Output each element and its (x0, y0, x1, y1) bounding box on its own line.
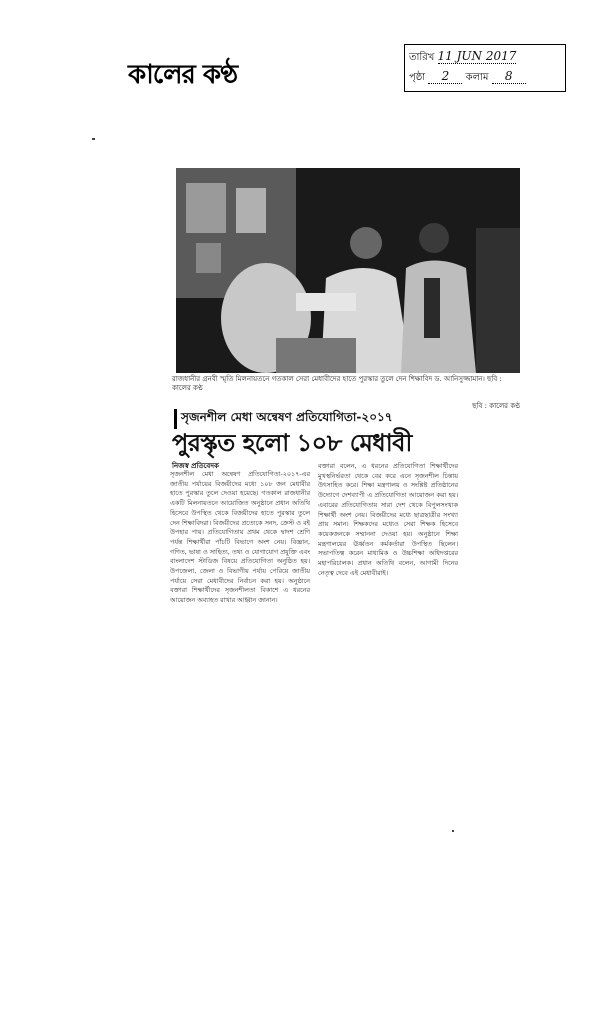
article-column-1 (170, 470, 310, 710)
scan-speck (92, 138, 95, 140)
stamp-page-value: 2 (428, 69, 462, 84)
newspaper-masthead: কালের কণ্ঠ (128, 60, 238, 90)
stamp-column-label: কলাম (465, 72, 489, 83)
news-clipping (150, 160, 520, 720)
stamp-date-value: 11 JUN 2017 (437, 49, 517, 63)
news-photo-illustration (176, 168, 520, 373)
article-column-2-text: বক্তারা বলেন, এ ধরনের প্রতিযোগিতা শিক্ষার্থীদের মুখস্থনির্ভরতা থেকে বের করে এনে সৃজনশীল চিন্তায় উৎসাহিত করে। শিক্ষা মন্ত্রণালয় ও সংশ্লিষ্ট প্রতিষ্ঠানের উদ্যোগে দেশব্যাপী এ প্রতিযোগিতা আয়োজন করা হয়। এবারের প্রতিযোগিতায় সারা দেশ থেকে বিপুলসংখ্যক শিক্ষার্থী অংশ নেয়। বিজয়ীদের মধ্যে ছাত্রছাত্রীর সংখ্যা প্রায় সমান। শিক্ষকদের মধ্যেও সেরা শিক্ষক হিসেবে কয়েকজনকে সম্মাননা দেওয়া হয়। অনুষ্ঠানে শিক্ষা মন্ত্রণালয়ের ঊর্ধ্বতন কর্মকর্তারা উপস্থিত ছিলেন। সভাপতিত্ব করেন মাধ্যমিক ও উচ্চশিক্ষা অধিদপ্তরের মহাপরিচালক। প্রধান অতিথি বলেন, আগামী দিনের নেতৃত্ব দেবে এই মেধাবীরাই। (318, 462, 458, 577)
article-byline: নিজস্ব প্রতিবেদক (172, 462, 219, 470)
photo-caption: রাজধানীর গ্রনবী স্মৃতি মিলনায়তনে গতকাল সেরা মেধাবীদের হাতে পুরস্কার তুলে দেন শিক্ষাবিদ ড. আনিসুজ্জামান। ছবি : কালের কণ্ঠ (172, 375, 502, 392)
news-photo (176, 168, 520, 373)
photo-credit: ছবি : কালের কণ্ঠ (472, 402, 520, 410)
stamp-date-row (409, 49, 561, 65)
stamp-column-value: 8 (492, 69, 526, 84)
article-column-1-text: সৃজনশীল মেধা অন্বেষণ প্রতিযোগিতা-২০১৭-এর জাতীয় পর্যায়ের বিজয়ীদের মধ্যে ১০৮ জন মেধাবীর হাতে পুরস্কার তুলে দেওয়া হয়েছে। গতকাল রাজধানীর একটি মিলনায়তনে আয়োজিত অনুষ্ঠানে প্রধান অতিথি হিসেবে উপস্থিত থেকে বিজয়ীদের হাতে পুরস্কার তুলে দেন শিক্ষাবিদরা। বিজয়ীদের প্রত্যেকে সনদ, ক্রেস্ট ও বই উপহার পায়। প্রতিযোগিতায় প্রথম থেকে দ্বাদশ শ্রেণি পর্যন্ত শিক্ষার্থীরা পাঁচটি বিভাগে অংশ নেয়। বিজ্ঞান, গণিত, ভাষা ও সাহিত্য, তথ্য ও যোগাযোগ প্রযুক্তি এবং বাংলাদেশ স্টাডিজ বিষয়ে প্রতিযোগিতা অনুষ্ঠিত হয়। উপজেলা, জেলা ও বিভাগীয় পর্যায় পেরিয়ে জাতীয় পর্যায়ে সেরা মেধাবীদের নির্বাচন করা হয়। অনুষ্ঠানে বক্তারা শিক্ষার্থীদের সৃজনশীলতা বিকাশে এ ধরনের আয়োজন অব্যাহত রাখার আহ্বান জানান। (170, 470, 310, 605)
scan-speck (452, 830, 454, 832)
stamp-page-label: পৃষ্ঠা (409, 72, 426, 83)
stamp-date-label: তারিখ (409, 52, 435, 63)
stamp-page-row (409, 69, 561, 85)
article-kicker: সৃজনশীল মেধা অন্বেষণ প্রতিযোগিতা-২০১৭ (174, 409, 393, 429)
article-headline: পুরস্কৃত হলো ১০৮ মেধাবী (172, 428, 412, 457)
archive-date-stamp (404, 44, 566, 92)
article-column-2 (318, 462, 458, 700)
